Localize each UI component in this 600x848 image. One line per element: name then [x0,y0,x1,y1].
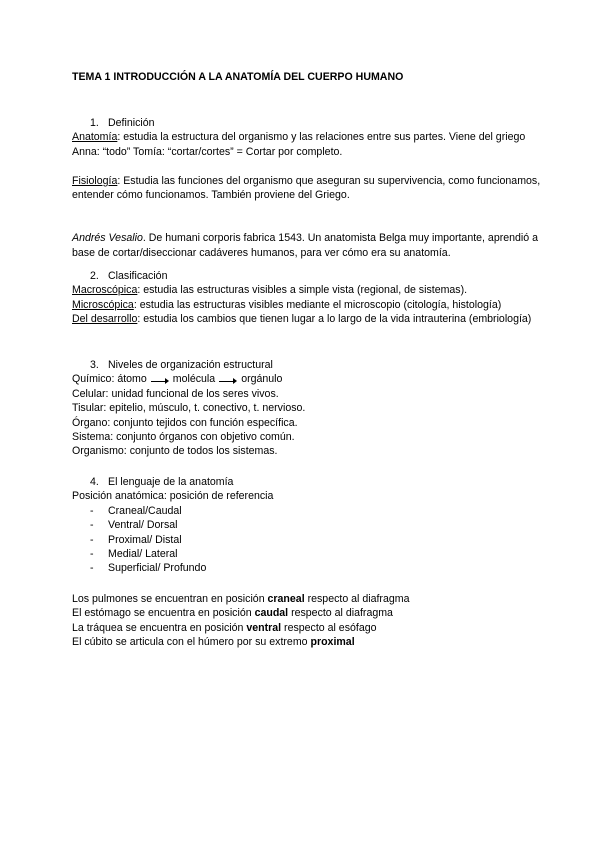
example-line [72,592,542,606]
paragraph-anatomia [72,130,542,159]
section-number: 3. [90,359,99,371]
text-quimico-organulo: orgánulo [241,373,283,386]
section-heading [72,269,542,283]
term-desarrollo: Del desarrollo [72,313,138,326]
section-heading [72,475,542,489]
section-number: 1. [90,117,99,129]
line-organo: Órgano: conjunto tejidos con función específica. [72,416,298,429]
line-tisular: Tisular: epitelio, músculo, t. conectivo, t. nervioso. [72,402,306,415]
example-text: respecto al diafragma [288,607,393,620]
section-number: 2. [90,270,99,282]
arrow-icon [151,377,169,383]
line-celular: Celular: unidad funcional de los seres vivos. [72,387,279,400]
section-title: Niveles de organización estructural [108,359,273,371]
text-fisiologia: : Estudia las funciones del organismo que aseguran su supervivencia, como funcionamos, entender cómo funcionamos. También proviene del Griego. [72,174,541,202]
list-item-label: Proximal/ Distal [108,533,182,546]
section-title: Clasificación [108,270,168,282]
example-text: respecto al esófago [281,621,377,634]
term-macroscopica: Macroscópica [72,284,138,297]
text-quimico-atomo: Químico: átomo [72,373,147,386]
example-line [72,621,542,635]
section-heading [72,358,542,372]
list-item [72,518,542,532]
term-anatomia: Anatomía [72,131,118,144]
text-desarrollo: : estudia los cambios que tienen lugar a lo largo de la vida intrauterina (embriología) [137,313,532,326]
line-sistema: Sistema: conjunto órganos con objetivo común. [72,431,295,444]
section-clasificacion [72,269,542,327]
list-item-label: Craneal/Caudal [108,504,182,517]
bullet-dash: - [90,548,94,561]
arrow-icon [219,377,237,383]
list-item-label: Ventral/ Dorsal [108,519,178,532]
example-bold: caudal [254,607,289,620]
example-text: Los pulmones se encuentran en posición [72,593,268,605]
document-title: TEMA 1 INTRODUCCIÓN A LA ANATOMÍA DEL CUERPO HUMANO [72,71,404,83]
example-text: El cúbito se articula con el húmero por su extremo [72,636,311,649]
name-vesalio: Andrés Vesalio [72,232,143,245]
line-microscopica [72,298,542,312]
paragraph-vesalio [72,231,542,260]
section-lenguaje [72,475,542,576]
bullet-dash: - [90,562,94,575]
paragraph-fisiologia [72,174,542,203]
list-item [72,504,542,518]
example-line [72,606,542,620]
example-text: respecto al diafragma [304,593,410,605]
line-macroscopica [72,283,542,297]
text-quimico-molecula: molécula [172,373,216,386]
section-number: 4. [90,476,99,488]
line-desarrollo [72,312,542,326]
term-fisiologia: Fisiología [72,174,118,187]
list-item-label: Superficial/ Profundo [108,562,207,575]
example-text: La tráquea se encuentra en posición [72,621,247,634]
section-title: El lenguaje de la anatomía [108,476,234,488]
list-item [72,547,542,561]
bullet-dash: - [90,504,94,517]
line-posicion-anatomica: Posición anatómica: posición de referencia [72,490,274,503]
examples-block [72,592,542,650]
text-microscopica: : estudia las estructuras visibles mediante el microscopio (citología, histología) [133,298,502,311]
section-niveles [72,358,542,459]
line-quimico [72,372,542,386]
text-macroscopica: : estudia las estructuras visibles a simple vista (regional, de sistemas). [137,284,468,297]
text-anatomia: : estudia la estructura del organismo y las relaciones entre sus partes. Viene del griego Anna: “todo” Tomía: “cortar/cortes” = Cortar por completo. [72,131,526,158]
section-definicion [72,116,542,260]
list-item [72,533,542,547]
example-bold: craneal [267,593,305,605]
example-line [72,635,542,649]
text-vesalio: . De humani corporis fabrica 1543. Un anatomista Belga muy importante, aprendió a base de cortar/diseccionar cadáveres humanos, para ver cómo era su anatomía. [72,232,538,259]
section-title: Definición [108,117,155,129]
example-text: El estómago se encuentra en posición [72,607,255,620]
section-heading [72,116,542,130]
term-microscopica: Microscópica [72,298,134,311]
example-bold: ventral [246,621,282,634]
example-bold: proximal [310,636,355,649]
line-organismo: Organismo: conjunto de todos los sistemas. [72,445,278,458]
bullet-dash: - [90,533,94,546]
list-item [72,561,542,575]
bullet-dash: - [90,519,94,532]
list-item-label: Medial/ Lateral [108,548,178,561]
